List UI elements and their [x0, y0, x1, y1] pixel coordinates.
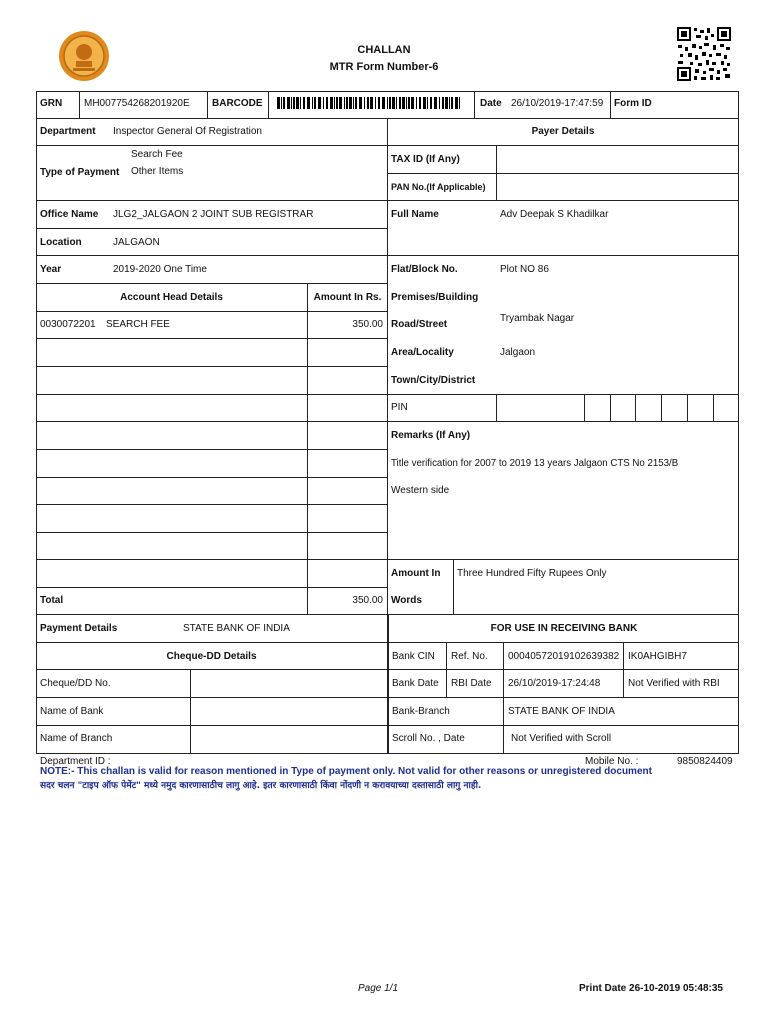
page-number: Page 1/1	[357, 983, 399, 994]
remarks-line2: Western side	[391, 485, 450, 496]
cheque-no-label: Cheque/DD No.	[40, 678, 111, 689]
year-label: Year	[40, 264, 62, 275]
area-label: Area/Locality	[391, 347, 454, 358]
remarks-label: Remarks (If Any)	[391, 430, 471, 441]
type-payment-label: Type of Payment	[40, 167, 120, 178]
road-label: Road/Street	[391, 319, 448, 330]
payer-details-label: Payer Details	[531, 126, 595, 137]
account-code: 0030072201	[40, 319, 96, 330]
office-name-value: JLG2_JALGAON 2 JOINT SUB REGISTRAR	[113, 209, 314, 220]
payment-details-label: Payment Details	[40, 623, 118, 634]
barcode-label: BARCODE	[212, 98, 263, 109]
note-english: NOTE:- This challan is valid for reason mentioned in Type of payment only. Not valid for other reasons or unregistered document	[40, 766, 652, 777]
bank-branch-label: Bank-Branch	[392, 706, 450, 717]
receiving-bank-label: FOR USE IN RECEIVING BANK	[490, 623, 638, 634]
year-value: 2019-2020 One Time	[113, 264, 207, 275]
department-id-label: Department ID :	[40, 756, 111, 767]
bank-date-label: Bank Date	[392, 678, 439, 689]
account-head-label: Account Head Details	[120, 292, 223, 303]
date-label: Date	[480, 98, 502, 109]
flat-value: Plot NO 86	[500, 264, 549, 275]
ref-no-label: Ref. No.	[451, 651, 488, 662]
remarks-line1: Title verification for 2007 to 2019 13 years Jalgaon CTS No 2153/B	[391, 458, 679, 469]
grn-value: MH007754268201920E	[84, 98, 190, 109]
office-name-label: Office Name	[40, 209, 99, 220]
flat-label: Flat/Block No.	[391, 264, 458, 275]
location-label: Location	[40, 237, 82, 248]
pan-label: PAN No.(If Applicable)	[391, 182, 486, 192]
scroll-label: Scroll No. , Date	[392, 733, 465, 744]
rbi-date-label: RBI Date	[451, 678, 492, 689]
government-seal-icon	[58, 30, 110, 82]
payment-details-value: STATE BANK OF INDIA	[183, 623, 290, 634]
location-value: JALGAON	[113, 237, 160, 248]
rbi-date-value: 26/10/2019-17:24:48	[508, 678, 601, 689]
premises-label: Premises/Building	[391, 292, 479, 303]
qr-code-icon	[676, 26, 732, 82]
amount-in-label: Amount In	[391, 568, 441, 579]
mobile-value: 9850824409	[677, 756, 733, 767]
account-amount: 350.00	[352, 319, 383, 330]
type-payment-line1: Search Fee	[131, 149, 183, 160]
type-payment-line2: Other Items	[131, 166, 184, 177]
account-name: SEARCH FEE	[106, 319, 170, 330]
form-id-label: Form ID	[614, 98, 652, 109]
total-label: Total	[40, 595, 64, 606]
ref-no-value2: IK0AHGIBH7	[628, 651, 687, 662]
bank-branch-value: STATE BANK OF INDIA	[508, 706, 615, 717]
words-label: Words	[391, 595, 422, 606]
ref-no-value: 00040572019102639382	[508, 651, 620, 662]
name-of-bank-label: Name of Bank	[40, 706, 104, 717]
page-title: CHALLAN	[357, 44, 411, 56]
amount-label: Amount In Rs.	[313, 292, 382, 303]
department-value: Inspector General Of Registration	[113, 126, 262, 137]
town-label: Town/City/District	[391, 375, 476, 386]
barcode-icon	[277, 97, 463, 109]
full-name-label: Full Name	[391, 209, 439, 220]
print-date: Print Date 26-10-2019 05:48:35	[579, 983, 723, 994]
total-value: 350.00	[352, 595, 383, 606]
page-subtitle: MTR Form Number-6	[329, 61, 439, 73]
name-of-branch-label: Name of Branch	[40, 733, 113, 744]
date-value: 26/10/2019-17:47:59	[511, 98, 604, 109]
amount-words: Three Hundred Fifty Rupees Only	[457, 568, 607, 579]
note-marathi: सदर चलन "टाइप ऑफ पेमेंट" मध्ये नमुद कारणासाठीच लागु आहे. इतर कारणासाठी किंवा नोंदणी न करावयाच्या दस्तासाठी लागु नाही.	[40, 781, 482, 791]
department-label: Department	[40, 126, 96, 137]
tax-id-label: TAX ID (If Any)	[391, 154, 460, 165]
mobile-label: Mobile No. :	[585, 756, 639, 767]
road-value: Tryambak Nagar	[500, 313, 575, 324]
cheque-dd-label: Cheque-DD Details	[166, 651, 257, 662]
bank-cin-label: Bank CIN	[392, 651, 435, 662]
full-name-value: Adv Deepak S Khadilkar	[500, 209, 609, 220]
grn-label: GRN	[40, 98, 63, 109]
area-value: Jalgaon	[500, 347, 536, 358]
rbi-status: Not Verified with RBI	[628, 678, 720, 689]
scroll-value: Not Verified with Scroll	[511, 733, 612, 744]
pin-label: PIN	[391, 402, 408, 413]
